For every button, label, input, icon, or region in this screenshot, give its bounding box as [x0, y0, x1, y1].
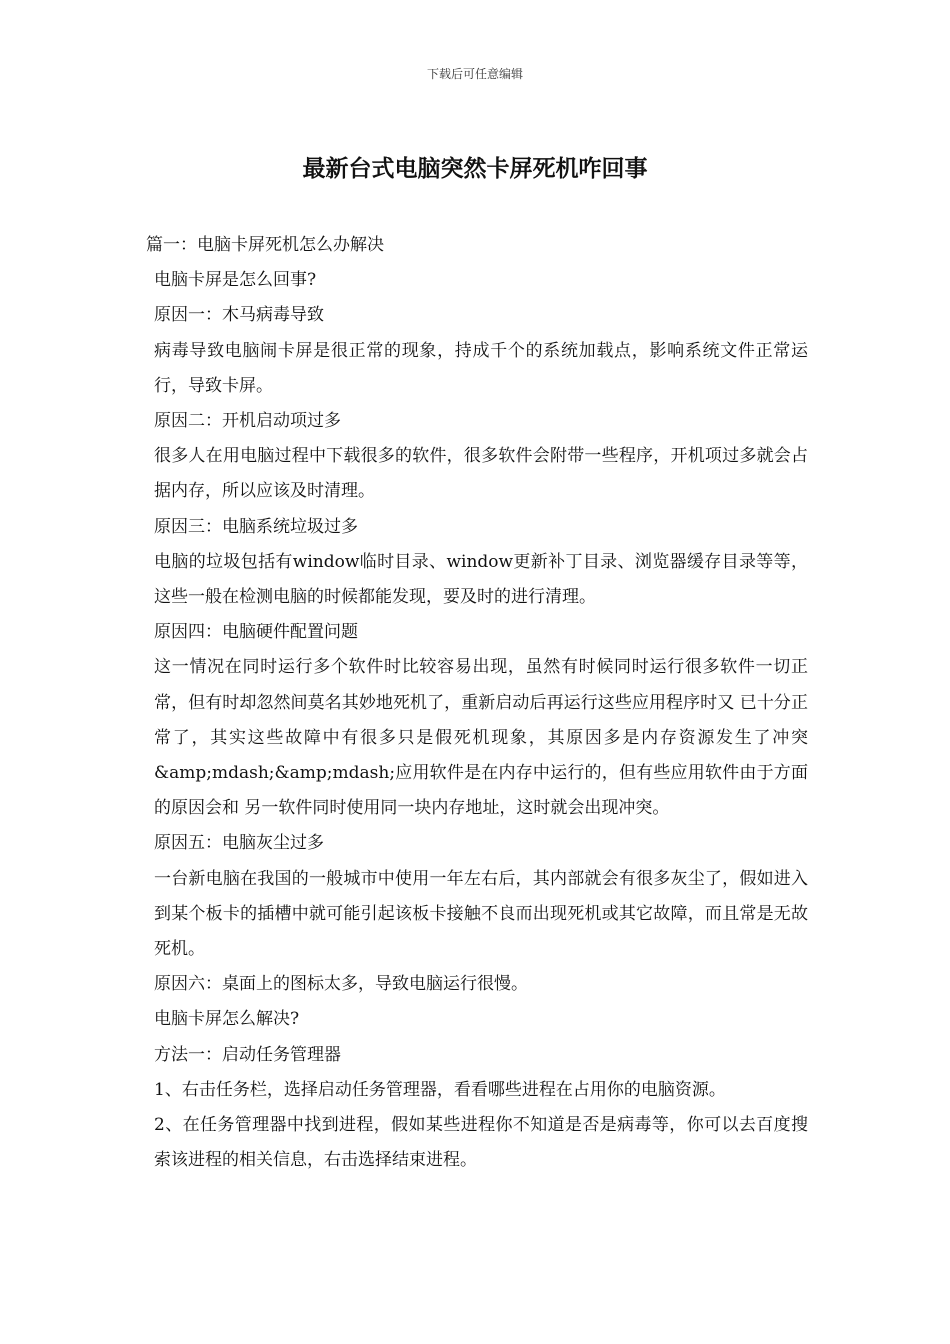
- step-item: 2、在任务管理器中找到进程，假如某些进程你不知道是否是病毒等，你可以去百度搜索该进程的相关信息，右击选择结束进程。: [154, 1115, 808, 1171]
- cause-heading: 原因四：电脑硬件配置问题: [154, 622, 358, 643]
- body-paragraph: 很多人在用电脑过程中下载很多的软件，很多软件会附带一些程序，开机项过多就会占据内存，所以应该及时清理。: [154, 446, 808, 502]
- cause-heading: 原因一：木马病毒导致: [154, 305, 324, 326]
- cause-heading: 原因三：电脑系统垃圾过多: [154, 516, 358, 537]
- document-title: 最新台式电脑突然卡屏死机咋回事: [302, 155, 648, 182]
- question-heading: 电脑卡屏怎么解决?: [154, 1009, 300, 1030]
- body-paragraph: 一台新电脑在我国的一般城市中使用一年左右后，其内部就会有很多灰尘了，假如进入到某个板卡的插槽中就可能引起该板卡接触不良而出现死机或其它故障，而且常是无故死机。: [154, 868, 808, 960]
- header-note: 下载后可任意编辑: [426, 67, 523, 81]
- body-paragraph: 电脑的垃圾包括有window临时目录、window更新补丁目录、浏览器缓存目录等等，这些一般在检测电脑的时候都能发现，要及时的进行清理。: [154, 551, 808, 608]
- cause-heading: 原因六：桌面上的图标太多，导致电脑运行很慢。: [154, 974, 528, 995]
- section-heading: 篇一：电脑卡屏死机怎么办解决: [146, 235, 384, 255]
- cause-heading: 原因二：开机启动项过多: [154, 411, 341, 432]
- cause-heading: 原因五：电脑灰尘过多: [154, 833, 324, 854]
- method-heading: 方法一：启动任务管理器: [154, 1044, 341, 1065]
- question-heading: 电脑卡屏是怎么回事?: [154, 270, 317, 291]
- document-body: [146, 228, 808, 1178]
- step-item: 1、右击任务栏，选择启动任务管理器，看看哪些进程在占用你的电脑资源。: [154, 1079, 726, 1100]
- body-paragraph: 这一情况在同时运行多个软件时比较容易出现，虽然有时候同时运行很多软件一切正常，但有时却忽然间莫名其妙地死机了，重新启动后再运行这些应用程序时又 已十分正常了，其实这些故障中有很多只是假死机现象，其原因多是内存资源发生了冲突&amp;mdash;&amp;mdash;应用软件是在内存中运行的，但有些应用软件由于方面的原因会和 另一软件同时使用同一块内存地址，这时就会出现冲突。: [154, 657, 808, 819]
- body-paragraph: 病毒导致电脑闹卡屏是很正常的现象，持成千个的系统加载点，影响系统文件正常运行，导致卡屏。: [154, 340, 808, 396]
